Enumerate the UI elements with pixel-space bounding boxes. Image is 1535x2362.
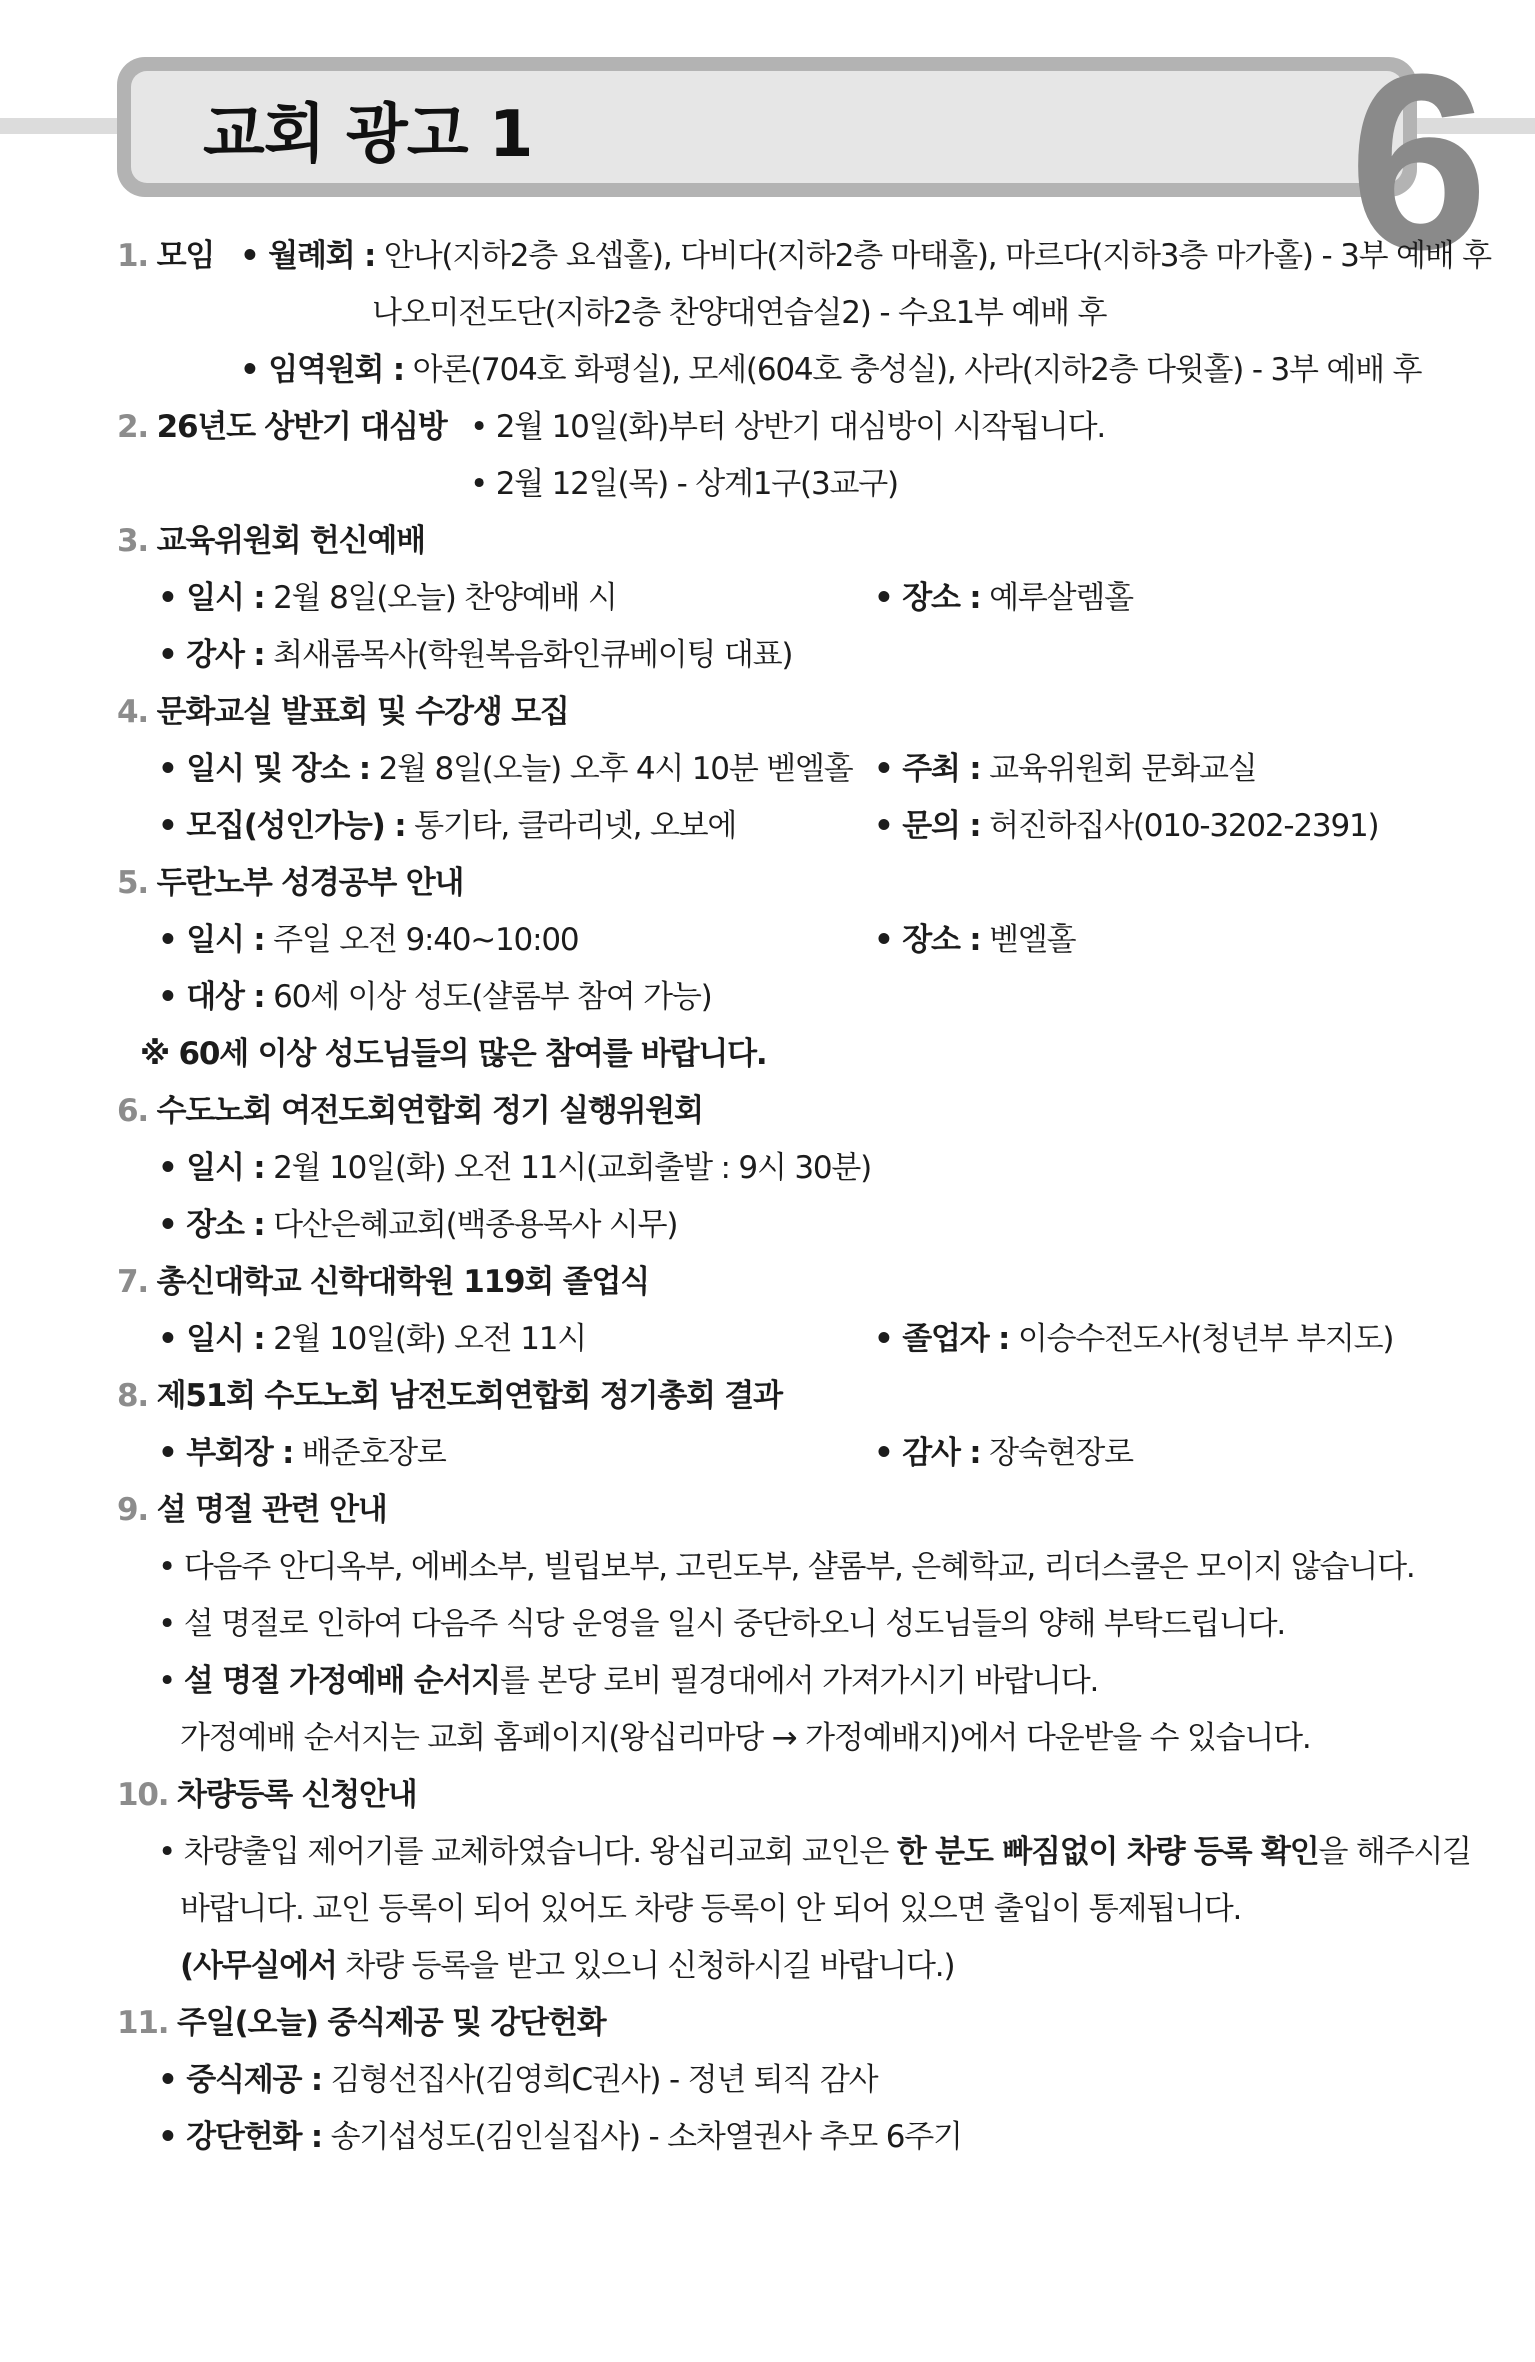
section-8-line-1-right [874,1433,1133,1473]
section-4-line-1 [158,749,852,789]
item-label: • 강사 : [158,637,265,673]
item-label: • 장소 : [874,580,981,616]
bullet: • [158,1663,184,1699]
section-6-line-1 [158,1148,871,1188]
section-9-line-3 [158,1661,1098,1701]
item-label: • 중식제공 : [158,2062,322,2098]
section-6-heading [117,1091,703,1131]
section-number: 5. [117,865,148,901]
section-9-line-1: • 다음주 안디옥부, 에베소부, 빌립보부, 고린도부, 샬롬부, 은혜학교, 리더스쿨은 모이지 않습니다. [158,1549,1415,1585]
section-7-heading [117,1262,649,1302]
section-4-line-1-right [874,749,1257,789]
item-text: 허진하집사(010-3202-2391) [980,808,1379,844]
section-title: 제51회 수도노회 남전도회연합회 정기총회 결과 [156,1378,782,1414]
section-5-note: ※ 60세 이상 성도님들의 많은 참여를 바랍니다. [140,1036,767,1072]
section-1-heading [117,236,214,276]
item-text: 다산은혜교회(백종용목사 시무) [264,1207,678,1243]
section-2-line-2 [470,464,898,504]
section-title: 차량등록 신청안내 [176,1777,417,1813]
item-label: • 장소 : [158,1207,265,1243]
section-title: 모임 [156,238,215,274]
item-text: 60세 이상 성도(샬롬부 참여 가능) [264,979,712,1015]
section-title: 총신대학교 신학대학원 119회 졸업식 [156,1264,649,1300]
page-number: 6 [1349,22,1489,301]
item-label: • 부회장 : [158,1435,294,1471]
section-3-line-1 [158,578,617,618]
section-1-line-2 [372,293,1106,333]
item-text: 2월 8일(오늘) 오후 4시 10분 벧엘홀 [369,751,853,787]
item-label: • 졸업자 : [874,1321,1010,1357]
item-emphasis: 한 분도 빠짐없이 차량 등록 확인 [896,1834,1319,1870]
item-text: 주일 오전 9:40~10:00 [264,922,579,958]
section-number: 2. [117,409,148,445]
item-text: 2월 8일(오늘) 찬양예배 시 [264,580,617,616]
item-text: • 차량출입 제어기를 교체하였습니다. 왕십리교회 교인은 [158,1834,897,1870]
item-text: 를 본당 로비 필경대에서 가져가시기 바랍니다. [500,1663,1099,1699]
item-text: 2월 10일(화) 오전 11시(교회출발 : 9시 30분) [264,1150,872,1186]
section-title: 문화교실 발표회 및 수강생 모집 [156,694,569,730]
item-text: 통기타, 클라리넷, 오보에 [405,808,737,844]
section-9-line-4: 가정예배 순서지는 교회 홈페이지(왕십리마당 → 가정예배지)에서 다운받을 수 있습니다. [180,1720,1311,1756]
item-label: • 모집(성인가능) : [158,808,406,844]
header-rule-left [0,118,130,134]
section-1-line-3 [240,350,1421,390]
item-text: 장숙현장로 [980,1435,1133,1471]
item-text: 교육위원회 문화교실 [980,751,1257,787]
item-label: • 장소 : [874,922,981,958]
section-11-line-1 [158,2060,877,2100]
section-10-line-3 [180,1946,954,1986]
item-text: 배준호장로 [293,1435,446,1471]
section-1-line-1 [240,236,1491,276]
section-title: 설 명절 관련 안내 [156,1492,387,1528]
section-5-heading [117,863,463,903]
item-text: 예루살렘홀 [980,580,1133,616]
section-9-line-2: • 설 명절로 인하여 다음주 식당 운영을 일시 중단하오니 성도님들의 양해 부탁드립니다. [158,1606,1286,1642]
section-title: 26년도 상반기 대심방 [156,409,447,445]
section-2-heading [117,407,447,447]
item-text: 송기섭성도(김인실집사) - 소차열권사 추모 6주기 [321,2119,962,2155]
item-emphasis: (사무실에서 [180,1948,337,1984]
item-label: • 일시 : [158,1150,265,1186]
item-text: 최새롬목사(학원복음화인큐베이팅 대표) [264,637,793,673]
section-3-heading [117,521,425,561]
section-3-line-2 [158,635,792,675]
item-text: 안나(지하2층 요셉홀), 다비다(지하2층 마태홀), 마르다(지하3층 마가홀) - 3부 예배 후 [375,238,1491,274]
item-emphasis: 설 명절 가정예배 순서지 [183,1663,500,1699]
item-text: 을 해주시길 [1318,1834,1471,1870]
item-label: • 임역원회 : [240,352,404,388]
section-number: 10. [117,1777,169,1813]
section-11-line-2 [158,2117,962,2157]
section-title: 주일(오늘) 중식제공 및 강단헌화 [176,2005,606,2041]
section-7-line-1 [158,1319,586,1359]
item-label: • 일시 : [158,1321,265,1357]
section-5-line-2 [158,977,712,1017]
item-label: • 월례회 : [240,238,376,274]
section-10-heading [117,1775,417,1815]
section-9-heading [117,1490,387,1530]
item-text: 벧엘홀 [980,922,1076,958]
section-4-line-2 [158,806,736,846]
section-11-heading [117,2003,605,2043]
section-title: 교육위원회 헌신예배 [156,523,425,559]
item-text: 차량 등록을 받고 있으니 신청하시길 바랍니다.) [336,1948,955,1984]
item-label: • 감사 : [874,1435,981,1471]
item-label: • 대상 : [158,979,265,1015]
section-4-heading [117,692,569,732]
item-text: 나오미전도단(지하2층 찬양대연습실2) - 수요1부 예배 후 [372,295,1107,331]
section-number: 9. [117,1492,148,1528]
item-label: • 문의 : [874,808,981,844]
section-7-line-1-right [874,1319,1393,1359]
section-5-line-1 [158,920,578,960]
section-10-line-1 [158,1832,1471,1872]
item-text: • 2월 12일(목) - 상계1구(3교구) [470,466,898,502]
section-8-line-1 [158,1433,446,1473]
section-2-line-1 [470,407,1105,447]
section-number: 3. [117,523,148,559]
section-number: 4. [117,694,148,730]
section-number: 8. [117,1378,148,1414]
section-10-line-2: 바랍니다. 교인 등록이 되어 있어도 차량 등록이 안 되어 있으면 출입이 통제됩니다. [180,1891,1242,1927]
section-title: 두란노부 성경공부 안내 [156,865,464,901]
section-number: 7. [117,1264,148,1300]
item-text: 2월 10일(화) 오전 11시 [264,1321,586,1357]
item-label: • 일시 및 장소 : [158,751,370,787]
item-text: 이승수전도사(청년부 부지도) [1009,1321,1394,1357]
item-label: • 강단헌화 : [158,2119,322,2155]
item-text: • 2월 10일(화)부터 상반기 대심방이 시작됩니다. [470,409,1106,445]
header-banner-inner [131,71,1403,183]
section-4-line-2-right [874,806,1378,846]
section-6-line-2 [158,1205,677,1245]
section-8-heading [117,1376,782,1416]
section-number: 6. [117,1093,148,1129]
section-number: 11. [117,2005,169,2041]
page-title: 교회 광고 1 [203,98,533,172]
section-5-line-1-right [874,920,1075,960]
item-label: • 일시 : [158,580,265,616]
item-label: • 주최 : [874,751,981,787]
section-title: 수도노회 여전도회연합회 정기 실행위원회 [156,1093,703,1129]
section-number: 1. [117,238,148,274]
item-label: • 일시 : [158,922,265,958]
section-3-line-1-right [874,578,1133,618]
item-text: 아론(704호 화평실), 모세(604호 충성실), 사라(지하2층 다윗홀) - 3부 예배 후 [403,352,1422,388]
item-text: 김형선집사(김영희C권사) - 정년 퇴직 감사 [321,2062,878,2098]
